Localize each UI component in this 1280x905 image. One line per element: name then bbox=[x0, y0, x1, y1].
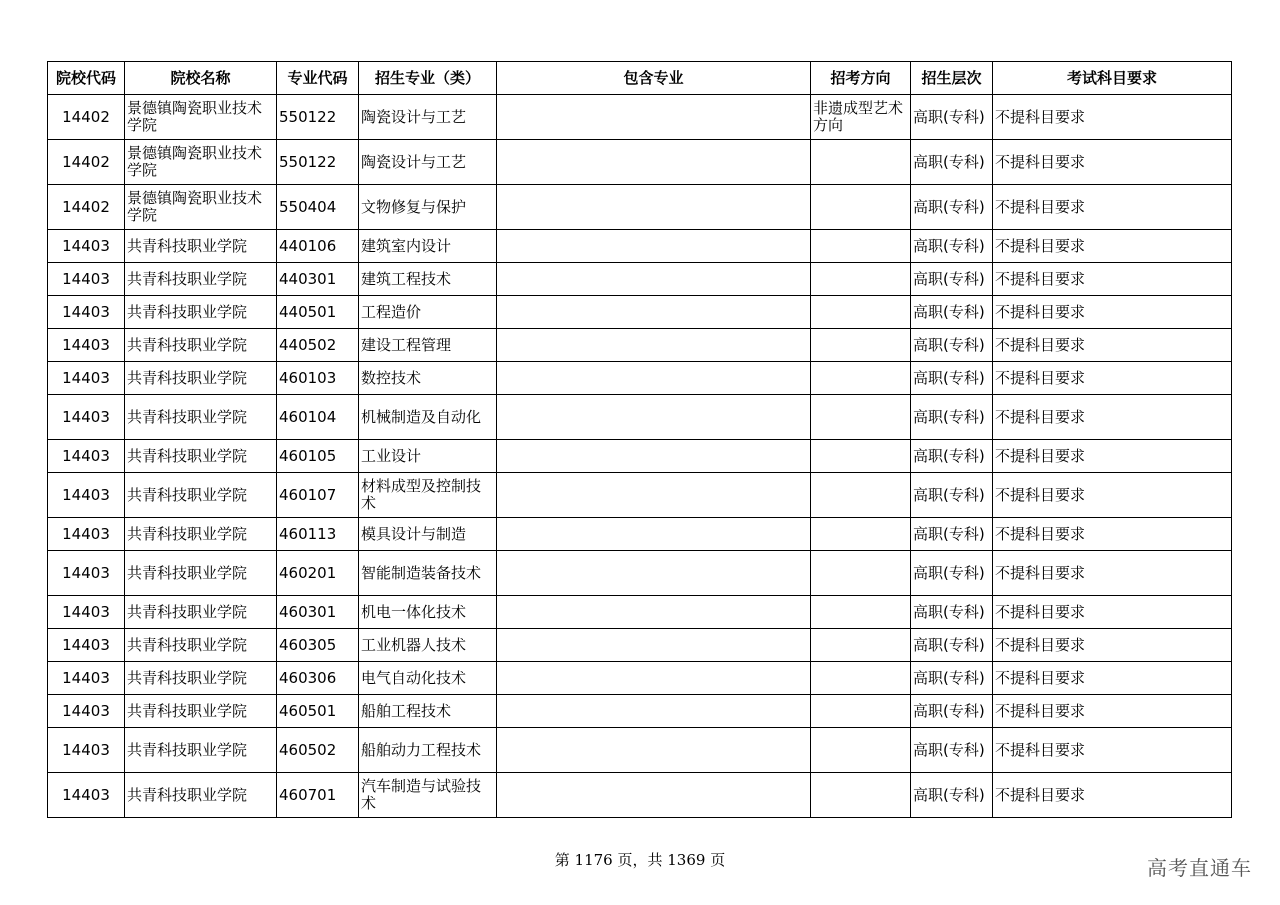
cell-school-code: 14403 bbox=[48, 395, 125, 440]
cell-exam-requirement: 不提科目要求 bbox=[993, 695, 1232, 728]
cell-included-majors bbox=[497, 95, 811, 140]
cell-included-majors bbox=[497, 596, 811, 629]
cell-direction bbox=[811, 395, 911, 440]
cell-major: 陶瓷设计与工艺 bbox=[359, 140, 497, 185]
table-row bbox=[48, 773, 1232, 818]
cell-school-code: 14403 bbox=[48, 230, 125, 263]
cell-level: 高职(专科) bbox=[911, 473, 993, 518]
table-row bbox=[48, 329, 1232, 362]
cell-school-code: 14403 bbox=[48, 596, 125, 629]
cell-major: 船舶工程技术 bbox=[359, 695, 497, 728]
cell-major: 船舶动力工程技术 bbox=[359, 728, 497, 773]
cell-school-name: 共青科技职业学院 bbox=[125, 362, 277, 395]
cell-included-majors bbox=[497, 440, 811, 473]
cell-exam-requirement: 不提科目要求 bbox=[993, 629, 1232, 662]
cell-school-name: 共青科技职业学院 bbox=[125, 473, 277, 518]
cell-direction bbox=[811, 596, 911, 629]
cell-direction bbox=[811, 773, 911, 818]
cell-included-majors bbox=[497, 395, 811, 440]
table-row bbox=[48, 140, 1232, 185]
cell-level: 高职(专科) bbox=[911, 728, 993, 773]
cell-school-name: 共青科技职业学院 bbox=[125, 518, 277, 551]
cell-included-majors bbox=[497, 230, 811, 263]
cell-direction bbox=[811, 362, 911, 395]
cell-major: 工程造价 bbox=[359, 296, 497, 329]
cell-major-code: 440502 bbox=[277, 329, 359, 362]
cell-exam-requirement: 不提科目要求 bbox=[993, 518, 1232, 551]
table-row bbox=[48, 296, 1232, 329]
cell-major: 建筑工程技术 bbox=[359, 263, 497, 296]
table-row bbox=[48, 596, 1232, 629]
cell-direction bbox=[811, 140, 911, 185]
cell-major: 工业设计 bbox=[359, 440, 497, 473]
cell-school-code: 14403 bbox=[48, 329, 125, 362]
table-row bbox=[48, 662, 1232, 695]
cell-school-name: 景德镇陶瓷职业技术学院 bbox=[125, 95, 277, 140]
cell-major-code: 460103 bbox=[277, 362, 359, 395]
cell-school-name: 共青科技职业学院 bbox=[125, 773, 277, 818]
cell-major-code: 460502 bbox=[277, 728, 359, 773]
table-row bbox=[48, 518, 1232, 551]
cell-exam-requirement: 不提科目要求 bbox=[993, 773, 1232, 818]
table-row bbox=[48, 395, 1232, 440]
cell-school-name: 共青科技职业学院 bbox=[125, 728, 277, 773]
cell-level: 高职(专科) bbox=[911, 518, 993, 551]
cell-included-majors bbox=[497, 329, 811, 362]
cell-level: 高职(专科) bbox=[911, 95, 993, 140]
cell-school-code: 14403 bbox=[48, 362, 125, 395]
cell-major-code: 460107 bbox=[277, 473, 359, 518]
cell-major-code: 460104 bbox=[277, 395, 359, 440]
cell-exam-requirement: 不提科目要求 bbox=[993, 362, 1232, 395]
header-level: 招生层次 bbox=[911, 62, 993, 95]
cell-direction bbox=[811, 473, 911, 518]
cell-school-code: 14403 bbox=[48, 473, 125, 518]
cell-major-code: 460305 bbox=[277, 629, 359, 662]
cell-direction bbox=[811, 440, 911, 473]
cell-included-majors bbox=[497, 296, 811, 329]
cell-exam-requirement: 不提科目要求 bbox=[993, 440, 1232, 473]
cell-included-majors bbox=[497, 362, 811, 395]
cell-included-majors bbox=[497, 140, 811, 185]
cell-major-code: 550122 bbox=[277, 95, 359, 140]
cell-direction: 非遗成型艺术方向 bbox=[811, 95, 911, 140]
cell-major-code: 440501 bbox=[277, 296, 359, 329]
cell-school-code: 14403 bbox=[48, 728, 125, 773]
cell-direction bbox=[811, 263, 911, 296]
cell-direction bbox=[811, 296, 911, 329]
cell-major: 机械制造及自动化 bbox=[359, 395, 497, 440]
header-exam-requirement: 考试科目要求 bbox=[993, 62, 1232, 95]
watermark-logo: 高考直通车 bbox=[1147, 856, 1252, 880]
cell-major-code: 550404 bbox=[277, 185, 359, 230]
cell-direction bbox=[811, 662, 911, 695]
table-row bbox=[48, 629, 1232, 662]
table-row bbox=[48, 263, 1232, 296]
table-row bbox=[48, 473, 1232, 518]
cell-exam-requirement: 不提科目要求 bbox=[993, 140, 1232, 185]
cell-exam-requirement: 不提科目要求 bbox=[993, 596, 1232, 629]
cell-school-name: 共青科技职业学院 bbox=[125, 263, 277, 296]
cell-major: 模具设计与制造 bbox=[359, 518, 497, 551]
cell-direction bbox=[811, 629, 911, 662]
cell-direction bbox=[811, 728, 911, 773]
cell-school-name: 共青科技职业学院 bbox=[125, 440, 277, 473]
cell-school-name: 共青科技职业学院 bbox=[125, 230, 277, 263]
cell-included-majors bbox=[497, 695, 811, 728]
cell-level: 高职(专科) bbox=[911, 362, 993, 395]
cell-school-name: 共青科技职业学院 bbox=[125, 551, 277, 596]
cell-level: 高职(专科) bbox=[911, 395, 993, 440]
cell-level: 高职(专科) bbox=[911, 140, 993, 185]
cell-included-majors bbox=[497, 773, 811, 818]
cell-major-code: 440301 bbox=[277, 263, 359, 296]
table-row bbox=[48, 362, 1232, 395]
cell-included-majors bbox=[497, 185, 811, 230]
admissions-table bbox=[47, 61, 1232, 818]
cell-direction bbox=[811, 329, 911, 362]
cell-major-code: 550122 bbox=[277, 140, 359, 185]
cell-exam-requirement: 不提科目要求 bbox=[993, 662, 1232, 695]
cell-included-majors bbox=[497, 551, 811, 596]
cell-major-code: 460301 bbox=[277, 596, 359, 629]
table-row bbox=[48, 728, 1232, 773]
cell-major-code: 460105 bbox=[277, 440, 359, 473]
cell-included-majors bbox=[497, 518, 811, 551]
cell-major-code: 460113 bbox=[277, 518, 359, 551]
cell-level: 高职(专科) bbox=[911, 263, 993, 296]
cell-exam-requirement: 不提科目要求 bbox=[993, 329, 1232, 362]
cell-included-majors bbox=[497, 728, 811, 773]
page-footer: 第 1176 页，共 1369 页 bbox=[554, 851, 726, 869]
cell-major: 电气自动化技术 bbox=[359, 662, 497, 695]
cell-direction bbox=[811, 230, 911, 263]
cell-school-name: 共青科技职业学院 bbox=[125, 629, 277, 662]
header-school-name: 院校名称 bbox=[125, 62, 277, 95]
cell-exam-requirement: 不提科目要求 bbox=[993, 551, 1232, 596]
cell-school-name: 共青科技职业学院 bbox=[125, 329, 277, 362]
cell-school-code: 14402 bbox=[48, 140, 125, 185]
table-row bbox=[48, 440, 1232, 473]
header-major-code: 专业代码 bbox=[277, 62, 359, 95]
cell-level: 高职(专科) bbox=[911, 629, 993, 662]
cell-major-code: 460501 bbox=[277, 695, 359, 728]
cell-exam-requirement: 不提科目要求 bbox=[993, 473, 1232, 518]
cell-direction bbox=[811, 695, 911, 728]
cell-included-majors bbox=[497, 473, 811, 518]
cell-school-code: 14403 bbox=[48, 662, 125, 695]
cell-level: 高职(专科) bbox=[911, 185, 993, 230]
table-row bbox=[48, 185, 1232, 230]
cell-level: 高职(专科) bbox=[911, 662, 993, 695]
cell-major: 建筑室内设计 bbox=[359, 230, 497, 263]
cell-school-code: 14403 bbox=[48, 263, 125, 296]
header-direction: 招考方向 bbox=[811, 62, 911, 95]
cell-direction bbox=[811, 185, 911, 230]
header-included-majors: 包含专业 bbox=[497, 62, 811, 95]
cell-level: 高职(专科) bbox=[911, 230, 993, 263]
cell-school-code: 14402 bbox=[48, 185, 125, 230]
cell-major-code: 460701 bbox=[277, 773, 359, 818]
cell-school-name: 共青科技职业学院 bbox=[125, 695, 277, 728]
cell-school-code: 14403 bbox=[48, 695, 125, 728]
header-row bbox=[48, 62, 1232, 95]
cell-exam-requirement: 不提科目要求 bbox=[993, 728, 1232, 773]
cell-exam-requirement: 不提科目要求 bbox=[993, 263, 1232, 296]
cell-exam-requirement: 不提科目要求 bbox=[993, 395, 1232, 440]
cell-major: 工业机器人技术 bbox=[359, 629, 497, 662]
cell-school-code: 14403 bbox=[48, 440, 125, 473]
table-row bbox=[48, 230, 1232, 263]
cell-level: 高职(专科) bbox=[911, 773, 993, 818]
cell-direction bbox=[811, 518, 911, 551]
cell-level: 高职(专科) bbox=[911, 551, 993, 596]
cell-exam-requirement: 不提科目要求 bbox=[993, 296, 1232, 329]
cell-school-name: 景德镇陶瓷职业技术学院 bbox=[125, 140, 277, 185]
cell-included-majors bbox=[497, 263, 811, 296]
cell-school-name: 景德镇陶瓷职业技术学院 bbox=[125, 185, 277, 230]
cell-school-code: 14403 bbox=[48, 296, 125, 329]
cell-major: 材料成型及控制技术 bbox=[359, 473, 497, 518]
cell-exam-requirement: 不提科目要求 bbox=[993, 230, 1232, 263]
cell-major: 文物修复与保护 bbox=[359, 185, 497, 230]
header-school-code: 院校代码 bbox=[48, 62, 125, 95]
cell-school-name: 共青科技职业学院 bbox=[125, 296, 277, 329]
cell-level: 高职(专科) bbox=[911, 329, 993, 362]
cell-included-majors bbox=[497, 662, 811, 695]
cell-school-code: 14403 bbox=[48, 551, 125, 596]
cell-school-code: 14403 bbox=[48, 773, 125, 818]
cell-major: 陶瓷设计与工艺 bbox=[359, 95, 497, 140]
cell-major-code: 460201 bbox=[277, 551, 359, 596]
cell-major: 建设工程管理 bbox=[359, 329, 497, 362]
cell-major: 汽车制造与试验技术 bbox=[359, 773, 497, 818]
cell-school-name: 共青科技职业学院 bbox=[125, 662, 277, 695]
cell-level: 高职(专科) bbox=[911, 440, 993, 473]
table-row bbox=[48, 551, 1232, 596]
cell-major: 数控技术 bbox=[359, 362, 497, 395]
cell-level: 高职(专科) bbox=[911, 296, 993, 329]
cell-school-name: 共青科技职业学院 bbox=[125, 395, 277, 440]
header-major: 招生专业（类） bbox=[359, 62, 497, 95]
cell-exam-requirement: 不提科目要求 bbox=[993, 95, 1232, 140]
cell-school-code: 14402 bbox=[48, 95, 125, 140]
cell-school-code: 14403 bbox=[48, 518, 125, 551]
cell-exam-requirement: 不提科目要求 bbox=[993, 185, 1232, 230]
table-row bbox=[48, 695, 1232, 728]
cell-major-code: 460306 bbox=[277, 662, 359, 695]
cell-level: 高职(专科) bbox=[911, 695, 993, 728]
cell-school-name: 共青科技职业学院 bbox=[125, 596, 277, 629]
cell-school-code: 14403 bbox=[48, 629, 125, 662]
cell-level: 高职(专科) bbox=[911, 596, 993, 629]
cell-major-code: 440106 bbox=[277, 230, 359, 263]
cell-major: 机电一体化技术 bbox=[359, 596, 497, 629]
cell-direction bbox=[811, 551, 911, 596]
table-row bbox=[48, 95, 1232, 140]
cell-major: 智能制造装备技术 bbox=[359, 551, 497, 596]
cell-included-majors bbox=[497, 629, 811, 662]
